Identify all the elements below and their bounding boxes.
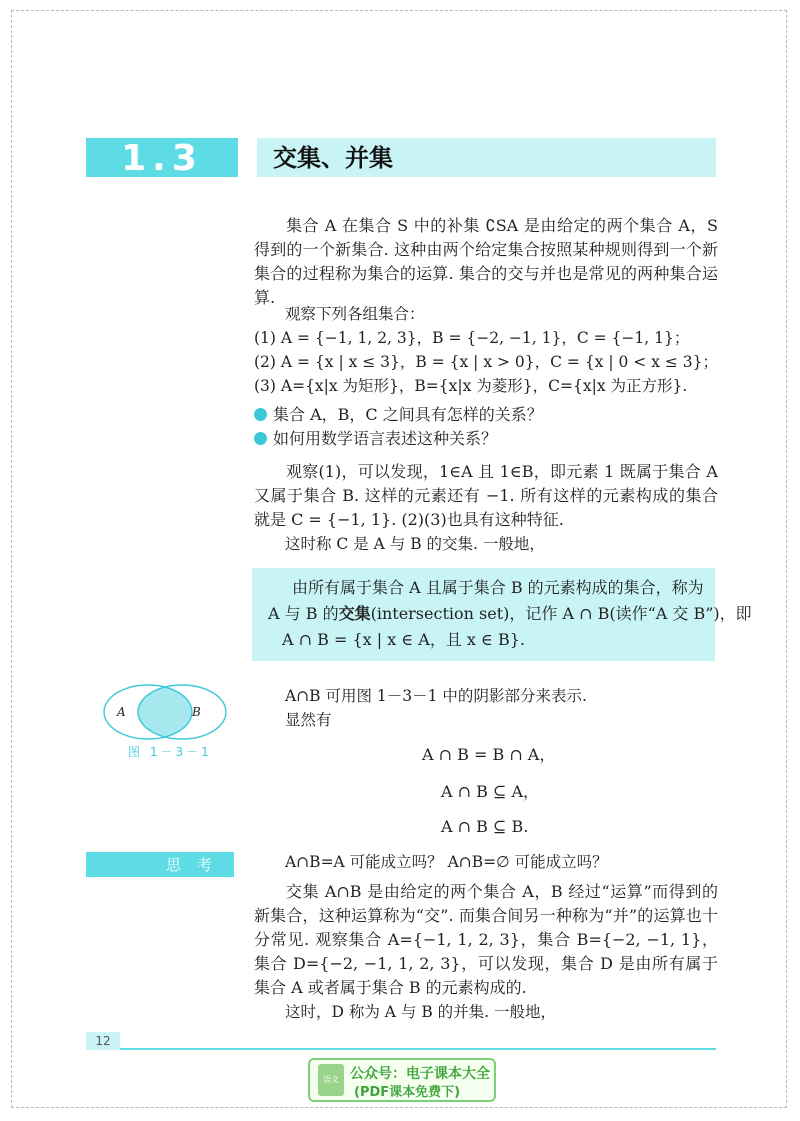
- section-number-box: [86, 138, 238, 177]
- observe-text: 观察下列各组集合：: [285, 305, 425, 323]
- section-title: 交集、并集: [273, 143, 393, 172]
- intro-paragraph: 集合 A 在集合 S 中的补集 ∁SA 是由给定的两个集合 A，S 得到的一个新集合. 这种由两个给定集合按照某种规则得到一个新集合的过程称为集合的运算. 集合的交与并也是常见的两种集合运算.: [254, 216, 718, 307]
- definition-box: [252, 568, 752, 661]
- definition-line-1: 由所有属于集合 A 且属于集合 B 的元素构成的集合，称为: [292, 578, 704, 597]
- page-number-box: [86, 1032, 120, 1050]
- obviously-text: 显然有: [285, 711, 332, 729]
- example-item-1: (1) A = {−1, 1, 2, 3}，B = {−2, −1, 1}，C = {−1, 1}；: [254, 329, 690, 347]
- watermark-badge: [308, 1058, 496, 1102]
- union-lead: 这时，D 称为 A 与 B 的并集. 一般地，: [285, 1003, 557, 1021]
- intersection-lead: 这时称 C 是 A 与 B 的交集. 一般地，: [285, 535, 545, 553]
- definition-line-2-a: A 与 B 的: [268, 604, 339, 623]
- footer-rule: [86, 1048, 716, 1050]
- example-item-2: (2) A = {x | x ≤ 3}，B = {x | x > 0}，C = {x | 0 < x ≤ 3}；: [254, 353, 719, 371]
- formula-commutative: A ∩ B = B ∩ A，: [422, 745, 556, 764]
- bullet-icon: [254, 432, 267, 445]
- book-icon: 语文: [318, 1064, 344, 1096]
- venn-label-b: B: [192, 705, 201, 719]
- watermark-line-2: (PDF课本免费下): [354, 1085, 461, 1100]
- definition-line-2: [268, 602, 752, 626]
- definition-line-2-b: (intersection set)，记作 A ∩ B(读作“A 交 B”)，即: [370, 604, 752, 623]
- section-title-box: [257, 138, 716, 177]
- definition-term: 交集: [338, 604, 371, 623]
- section-number: 1.3: [121, 138, 203, 179]
- question-2-text: 如何用数学语言表述这种关系？: [273, 429, 498, 448]
- think-question: A∩B=A 可能成立吗？ A∩B=∅ 可能成立吗？: [285, 853, 608, 871]
- example-item-3: (3) A={x|x 为矩形}，B={x|x 为菱形}，C={x|x 为正方形}.: [254, 377, 688, 395]
- page-number: 12: [95, 1034, 111, 1048]
- section-header: [86, 138, 716, 177]
- definition-formula: A ∩ B = {x | x ∈ A，且 x ∈ B}.: [282, 630, 525, 649]
- question-1-text: 集合 A，B，C 之间具有怎样的关系？: [273, 405, 543, 424]
- venn-diagram: [100, 682, 230, 742]
- watermark-line-1: 公众号：电子课本大全: [350, 1066, 490, 1082]
- bullet-icon: [254, 408, 267, 421]
- venn-label-a: A: [117, 705, 126, 719]
- shaded-area-text: A∩B 可用图 1－3－1 中的阴影部分来表示.: [285, 687, 587, 705]
- think-label-box: [86, 852, 234, 877]
- figure-caption: 图 1－3－1: [128, 745, 212, 759]
- question-2: [254, 427, 497, 451]
- analysis-paragraph: 观察(1)，可以发现，1∈A 且 1∈B，即元素 1 既属于集合 A 又属于集合 B. 这样的元素还有 −1. 所有这样的元素构成的集合就是 C = {−1, 1}. (2)(3)也具有这种特征.: [254, 462, 718, 529]
- question-1: [254, 403, 543, 427]
- formula-subset-a: A ∩ B ⊆ A，: [441, 782, 540, 801]
- think-label: 思考: [166, 856, 229, 874]
- union-paragraph: 交集 A∩B 是由给定的两个集合 A，B 经过“运算”而得到的新集合，这种运算称为“交”. 而集合间另一种称为“并”的运算也十分常见. 观察集合 A={−1, 1, 2, 3}，集合 B={−2, −1, 1}，集合 D={−2, −1, 1, 2, 3}，可以发现，集合 D 是由所有属于集合 A 或者属于集合 B 的元素构成的.: [254, 882, 718, 997]
- formula-subset-b: A ∩ B ⊆ B.: [441, 817, 529, 836]
